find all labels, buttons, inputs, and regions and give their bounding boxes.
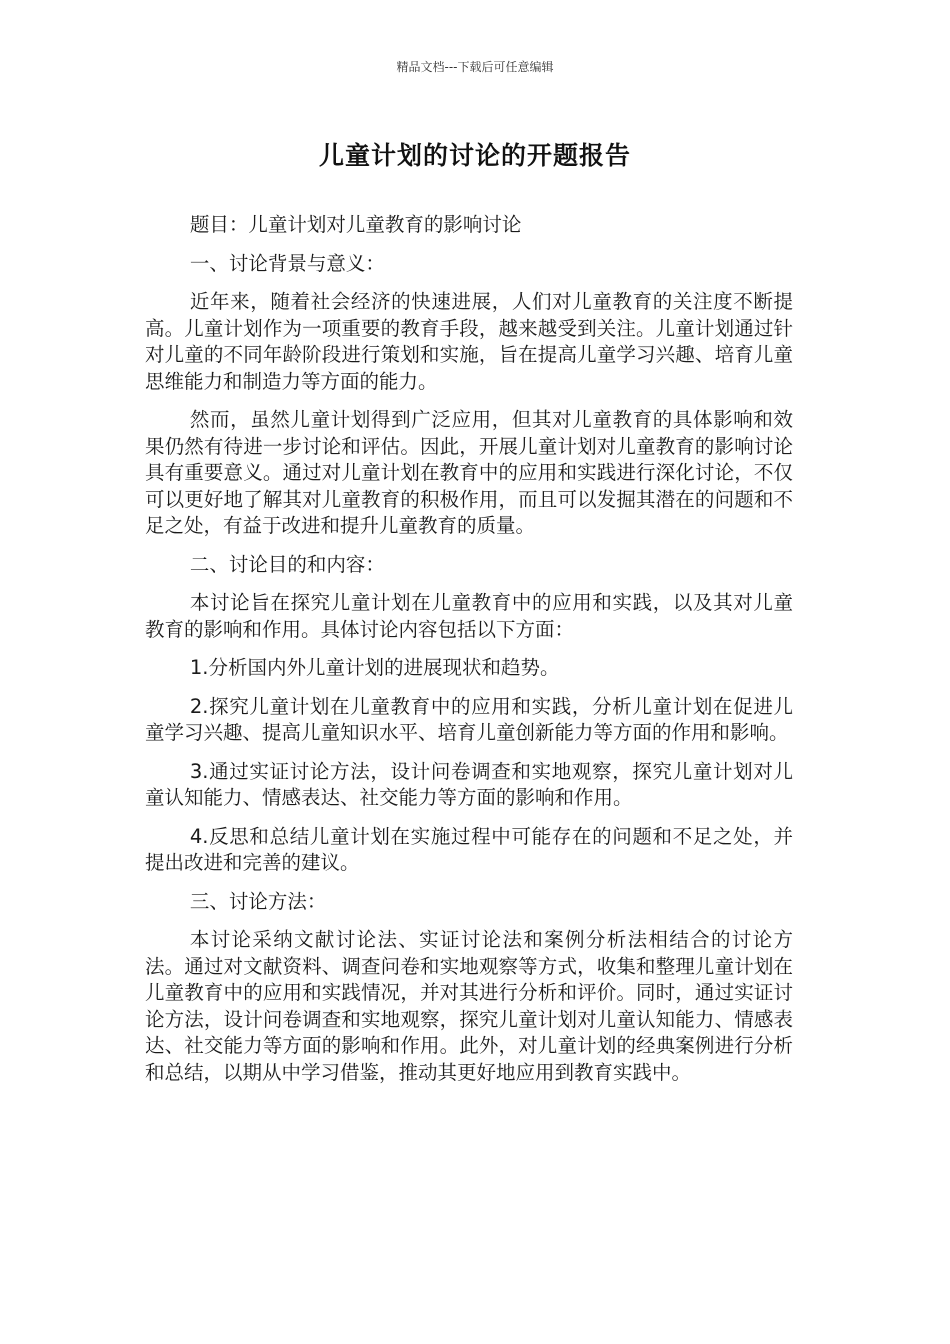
body-paragraph: 然而，虽然儿童计划得到广泛应用，但其对儿童教育的具体影响和效果仍然有待进一步讨论和评估。因此，开展儿童计划对儿童教育的影响讨论具有重要意义。通过对儿童计划在教育中的应用和实践进行深化讨论，不仅可以更好地了解其对儿童教育的积极作用，而且可以发掘其潜在的问题和不足之处，有益于改进和提升儿童教育的质量。 bbox=[145, 408, 793, 537]
list-item: 3.通过实证讨论方法，设计问卷调查和实地观察，探究儿童计划对儿童认知能力、情感表达、社交能力等方面的影响和作用。 bbox=[145, 759, 793, 809]
topic-line: 题目：儿童计划对儿童教育的影响讨论 bbox=[189, 213, 522, 236]
list-item: 2.探究儿童计划在儿童教育中的应用和实践，分析儿童计划在促进儿童学习兴趣、提高儿童知识水平、培育儿童创新能力等方面的作用和影响。 bbox=[145, 694, 793, 744]
document-body bbox=[145, 212, 793, 1098]
document-title: 儿童计划的讨论的开题报告 bbox=[318, 141, 631, 170]
section-heading-background: 一、讨论背景与意义： bbox=[189, 251, 385, 275]
header-note: 精品文档---下载后可任意编辑 bbox=[396, 60, 554, 74]
body-paragraph: 本讨论采纳文献讨论法、实证讨论法和案例分析法相结合的讨论方法。通过对文献资料、调查问卷和实地观察等方式，收集和整理儿童计划在儿童教育中的应用和实践情况，并对其进行分析和评价。同时，通过实证讨论方法，设计问卷调查和实地观察，探究儿童计划对儿童认知能力、情感表达、社交能力等方面的影响和作用。此外，对儿童计划的经典案例进行分析和总结，以期从中学习借鉴，推动其更好地应用到教育实践中。 bbox=[145, 928, 793, 1084]
list-item: 1.分析国内外儿童计划的进展现状和趋势。 bbox=[189, 656, 560, 679]
section-heading-method: 三、讨论方法： bbox=[189, 889, 327, 913]
list-item: 4.反思和总结儿童计划在实施过程中可能存在的问题和不足之处，并提出改进和完善的建议。 bbox=[145, 824, 793, 874]
body-paragraph: 近年来，随着社会经济的快速进展，人们对儿童教育的关注度不断提高。儿童计划作为一项重要的教育手段，越来越受到关注。儿童计划通过针对儿童的不同年龄阶段进行策划和实施，旨在提高儿童学习兴趣、培育儿童思维能力和制造力等方面的能力。 bbox=[145, 290, 793, 393]
body-paragraph: 本讨论旨在探究儿童计划在儿童教育中的应用和实践，以及其对儿童教育的影响和作用。具体讨论内容包括以下方面： bbox=[145, 591, 793, 641]
section-heading-purpose: 二、讨论目的和内容： bbox=[189, 552, 385, 576]
